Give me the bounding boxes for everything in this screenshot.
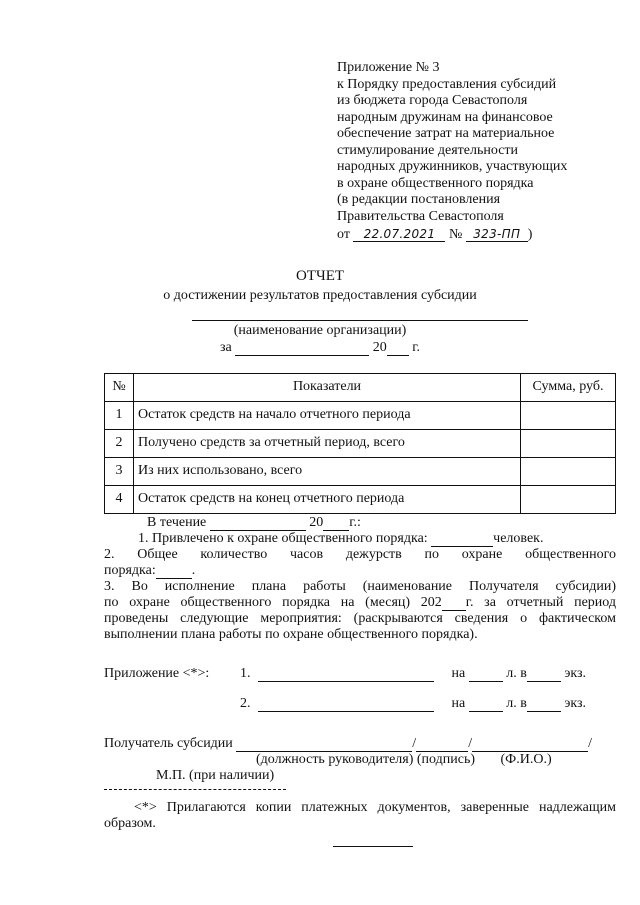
recipient-label: Получатель субсидии: [104, 736, 233, 751]
appendix-line: (в редакции постановления: [337, 192, 501, 207]
item-3-month-text: по охране общественного порядка на (месяц) 202: [104, 595, 442, 610]
item-1-suffix: человек.: [493, 531, 544, 546]
item-1: [138, 531, 543, 548]
appendix-line: народным дружинам на финансовое: [337, 109, 553, 125]
attachment-copies-blank: [527, 697, 561, 712]
slash: /: [588, 736, 592, 751]
signature-blank: [416, 737, 468, 752]
footnote-text: <*> Прилагаются копии платежных документов, заверенные надлежащим: [134, 800, 616, 815]
row-sum: [521, 486, 616, 514]
table-row: [105, 458, 616, 486]
attachment-name-blank: [258, 667, 434, 682]
attachment-pages-blank: [469, 697, 503, 712]
position-blank: [236, 737, 412, 752]
during-label: В течение: [147, 515, 207, 530]
row-number: 3: [105, 458, 134, 486]
item-3-line-4: выполнении плана работы по охране общественного порядка).: [104, 627, 478, 642]
attachment-na: на: [451, 696, 466, 711]
appendix-line: стимулирование деятельности: [337, 142, 519, 158]
org-name-label: (наименование организации): [233, 323, 407, 338]
appendix-line: Приложение № 3: [337, 60, 440, 75]
item-2-line-1: 2. Общее количество часов дежурств по охране общественного: [104, 547, 616, 562]
attachment-row-2: [240, 696, 586, 713]
item-2-label: порядка:: [104, 563, 156, 578]
item-2-end: .: [191, 563, 196, 578]
year-prefix: 20: [372, 340, 387, 355]
position-caption: (должность руководителя): [256, 752, 414, 767]
slash: /: [412, 736, 417, 751]
report-title: ОТЧЕТ: [295, 268, 345, 284]
decree-line: [337, 227, 617, 244]
attachment-name-blank: [258, 697, 434, 712]
appendix-line: в охране общественного порядка: [337, 175, 534, 191]
item-2-line-2: [104, 563, 195, 580]
appendix-line: Правительства Севастополя: [337, 208, 504, 224]
footnote-separator: [104, 789, 286, 790]
attachment-num: 1.: [240, 666, 251, 681]
header-sum: Сумма, руб.: [521, 374, 616, 402]
for-label: за: [220, 340, 232, 355]
item-1-text: 1. Привлечено к охране общественного порядка:: [138, 531, 428, 546]
during-line: [147, 515, 361, 532]
attachment-l: л. в: [506, 666, 527, 681]
footnote-line-2: образом.: [104, 816, 156, 831]
appendix-line: народных дружинников, участвующих: [337, 159, 568, 174]
table-row: [105, 402, 616, 430]
decree-number: 323-ПП: [466, 227, 528, 242]
row-label: Получено средств за отчетный период, всего: [134, 430, 521, 458]
item-3-year-blank: [442, 596, 466, 611]
appendix-line: обеспечение затрат на материальное: [337, 126, 555, 141]
item-3-line-1: 3. Во исполнение плана работы (наименование Получателя субсидии): [104, 579, 616, 594]
appendix-line: из бюджета города Севастополя: [337, 93, 528, 108]
item-3-line-3: проведены следующие мероприятия: (раскрываются сведения о фактическом: [104, 611, 616, 626]
stamp-label: М.П. (при наличии): [156, 768, 275, 783]
attachment-l: л. в: [506, 696, 527, 711]
close-paren: ): [527, 227, 533, 242]
row-label: Из них использовано, всего: [134, 458, 521, 486]
year-suffix: г.: [412, 340, 420, 355]
end-line: [333, 846, 413, 847]
table-row: [105, 486, 616, 514]
attachment-pages-blank: [469, 667, 503, 682]
row-number: 4: [105, 486, 134, 514]
row-number: 2: [105, 430, 134, 458]
header-number: №: [105, 374, 134, 402]
slash: /: [468, 736, 473, 751]
signature-caption: (подпись): [416, 752, 475, 767]
row-sum: [521, 402, 616, 430]
attachment-ekz: экз.: [564, 696, 586, 711]
row-sum: [521, 458, 616, 486]
number-label: №: [448, 227, 463, 242]
attachment-row-1: [240, 666, 586, 683]
item-3-period-text: г. за отчетный период: [465, 595, 616, 610]
attachment-copies-blank: [527, 667, 561, 682]
row-sum: [521, 430, 616, 458]
appendix-line: к Порядку предоставления субсидий: [337, 76, 557, 92]
recipient-captions: [256, 752, 552, 769]
attachment-ekz: экз.: [564, 666, 586, 681]
appendix-header: [337, 60, 617, 244]
table-row: [105, 430, 616, 458]
period-line: [0, 340, 640, 357]
footnote-line-1: [104, 800, 616, 817]
org-name-line: [192, 320, 528, 321]
name-blank: [472, 737, 588, 752]
during-suffix: г.:: [349, 515, 361, 530]
item-3-line-2: [104, 595, 616, 612]
ot-label: от: [337, 227, 350, 242]
report-subtitle: о достижении результатов предоставления субсидии: [163, 288, 477, 303]
attachment-num: 2.: [240, 696, 251, 711]
attachments-label: Приложение <*>:: [104, 666, 210, 681]
row-label: Остаток средств на конец отчетного периода: [134, 486, 521, 514]
table-header-row: [105, 374, 616, 402]
during-blank: [210, 516, 306, 531]
row-label: Остаток средств на начало отчетного периода: [134, 402, 521, 430]
period-blank: [235, 341, 369, 356]
during-year-blank: [323, 516, 349, 531]
attachment-na: на: [451, 666, 466, 681]
header-indicators: Показатели: [134, 374, 521, 402]
item-1-blank: [431, 532, 493, 547]
name-caption: (Ф.И.О.): [500, 752, 552, 767]
report-table: [104, 373, 616, 514]
decree-date: 22.07.2021: [353, 227, 445, 242]
recipient-line: [104, 736, 592, 753]
during-year-prefix: 20: [309, 515, 324, 530]
item-2-blank: [156, 564, 192, 579]
row-number: 1: [105, 402, 134, 430]
year-blank: [387, 341, 409, 356]
